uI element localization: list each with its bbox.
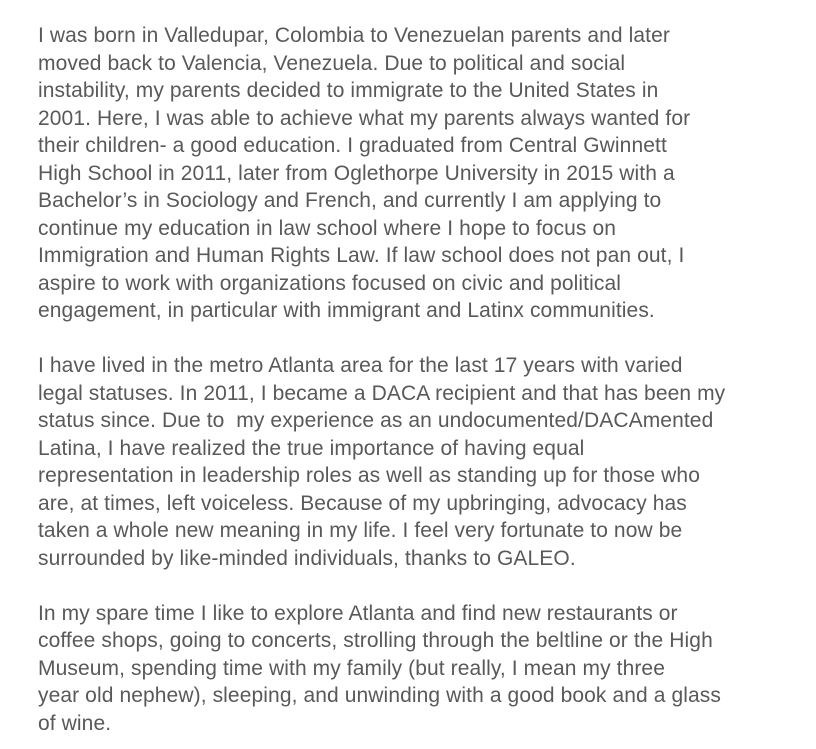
bio-paragraph-daca-advocacy — [38, 352, 778, 572]
bio-paragraph-hobbies — [38, 600, 778, 738]
bio-line: representation in leadership roles as well as standing up for those who — [38, 464, 700, 487]
bio-line: taken a whole new meaning in my life. I feel very fortunate to now be — [38, 519, 683, 542]
bio-line: their children- a good education. I graduated from Central Gwinnett — [38, 134, 667, 157]
bio-line: Bachelor’s in Sociology and French, and currently I am applying to — [38, 189, 662, 212]
bio-line: I was born in Valledupar, Colombia to Venezuelan parents and later — [38, 24, 670, 47]
bio-line: aspire to work with organizations focused on civic and political — [38, 271, 622, 295]
bio-line: engagement, in particular with immigrant and Latinx communities. — [38, 299, 655, 322]
bio-line: status since. Due to my experience as an undocumented/DACAmented — [38, 409, 714, 432]
bio-line: instability, my parents decided to immigrate to the United States in — [38, 79, 659, 102]
bio-paragraph-origin — [38, 22, 778, 325]
bio-line: High School in 2011, later from Oglethorpe University in 2015 with a — [38, 161, 675, 185]
bio-line: surrounded by like-minded individuals, thanks to GALEO. — [38, 546, 576, 570]
bio-line: legal statuses. In 2011, I became a DACA recipient and that has been my — [38, 381, 726, 405]
bio-line: Latina, I have realized the true importance of having equal — [38, 436, 585, 460]
bio-line: moved back to Valencia, Venezuela. Due to political and social — [38, 51, 626, 75]
bio-line: In my spare time I like to explore Atlanta and find new restaurants or — [38, 601, 678, 625]
bio-line: year old nephew), sleeping, and unwinding with a good book and a glass — [38, 684, 721, 707]
bio-line: 2001. Here, I was able to achieve what my parents always wanted for — [38, 106, 691, 130]
bio-line: I have lived in the metro Atlanta area for the last 17 years with varied — [38, 354, 683, 377]
bio-line: of wine. — [38, 711, 112, 735]
bio-line: Immigration and Human Rights Law. If law school does not pan out, I — [38, 244, 685, 267]
bio-line: coffee shops, going to concerts, strolling through the beltline or the High — [38, 629, 713, 652]
bio-line: are, at times, left voiceless. Because of my upbringing, advocacy has — [38, 491, 687, 515]
bio-line: continue my education in law school where I hope to focus on — [38, 216, 617, 240]
bio-line: Museum, spending time with my family (but really, I mean my three — [38, 656, 665, 680]
